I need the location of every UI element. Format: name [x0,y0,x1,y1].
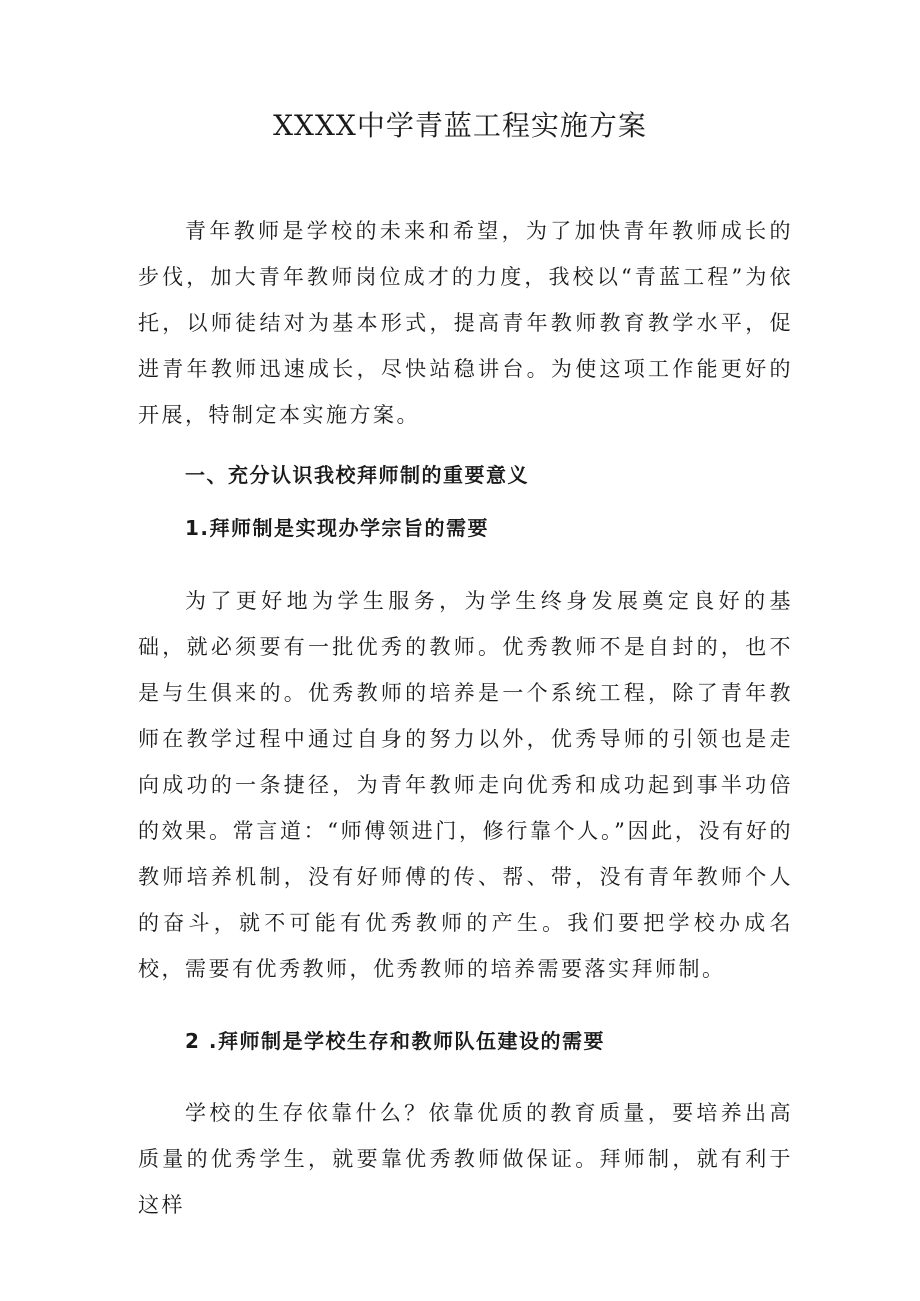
section-heading-1: 一、充分认识我校拜师制的重要意义 [185,463,529,487]
subsection-body-1: 为了更好地为学生服务，为学生终身发展奠定良好的基础，就必须要有一批优秀的教师。优秀教师不是自封的，也不是与生俱来的。优秀教师的培养是一个系统工程，除了青年教师在教学过程中通过自身的努力以外，优秀导师的引领也是走向成功的一条捷径，为青年教师走向优秀和成功起到事半功倍的效果。常言道：“师傅领进门，修行靠个人。”因此，没有好的教师培养机制，没有好师傅的传、帮、带，没有青年教师个人的奋斗，就不可能有优秀教师的产生。我们要把学校办成名校，需要有优秀教师，优秀教师的培养需要落实拜师制。 [138,589,793,981]
subsection-heading-2: 2 .拜师制是学校生存和教师队伍建设的需要 [185,1029,605,1053]
subsection-heading-1: 1.拜师制是实现办学宗旨的需要 [185,516,490,540]
intro-paragraph: 青年教师是学校的未来和希望，为了加快青年教师成长的步伐，加大青年教师岗位成才的力度，我校以“青蓝工程”为依托，以师徒结对为基本形式，提高青年教师教育教学水平，促进青年教师迅速成长，尽快站稳讲台。为使这项工作能更好的开展，特制定本实施方案。 [138,219,793,427]
subsection-body-2: 学校的生存依靠什么？依靠优质的教育质量，要培养出高质量的优秀学生，就要靠优秀教师做保证。拜师制，就有利于这样 [138,1101,793,1217]
document-title: XXXX中学青蓝工程实施方案 [273,109,647,142]
